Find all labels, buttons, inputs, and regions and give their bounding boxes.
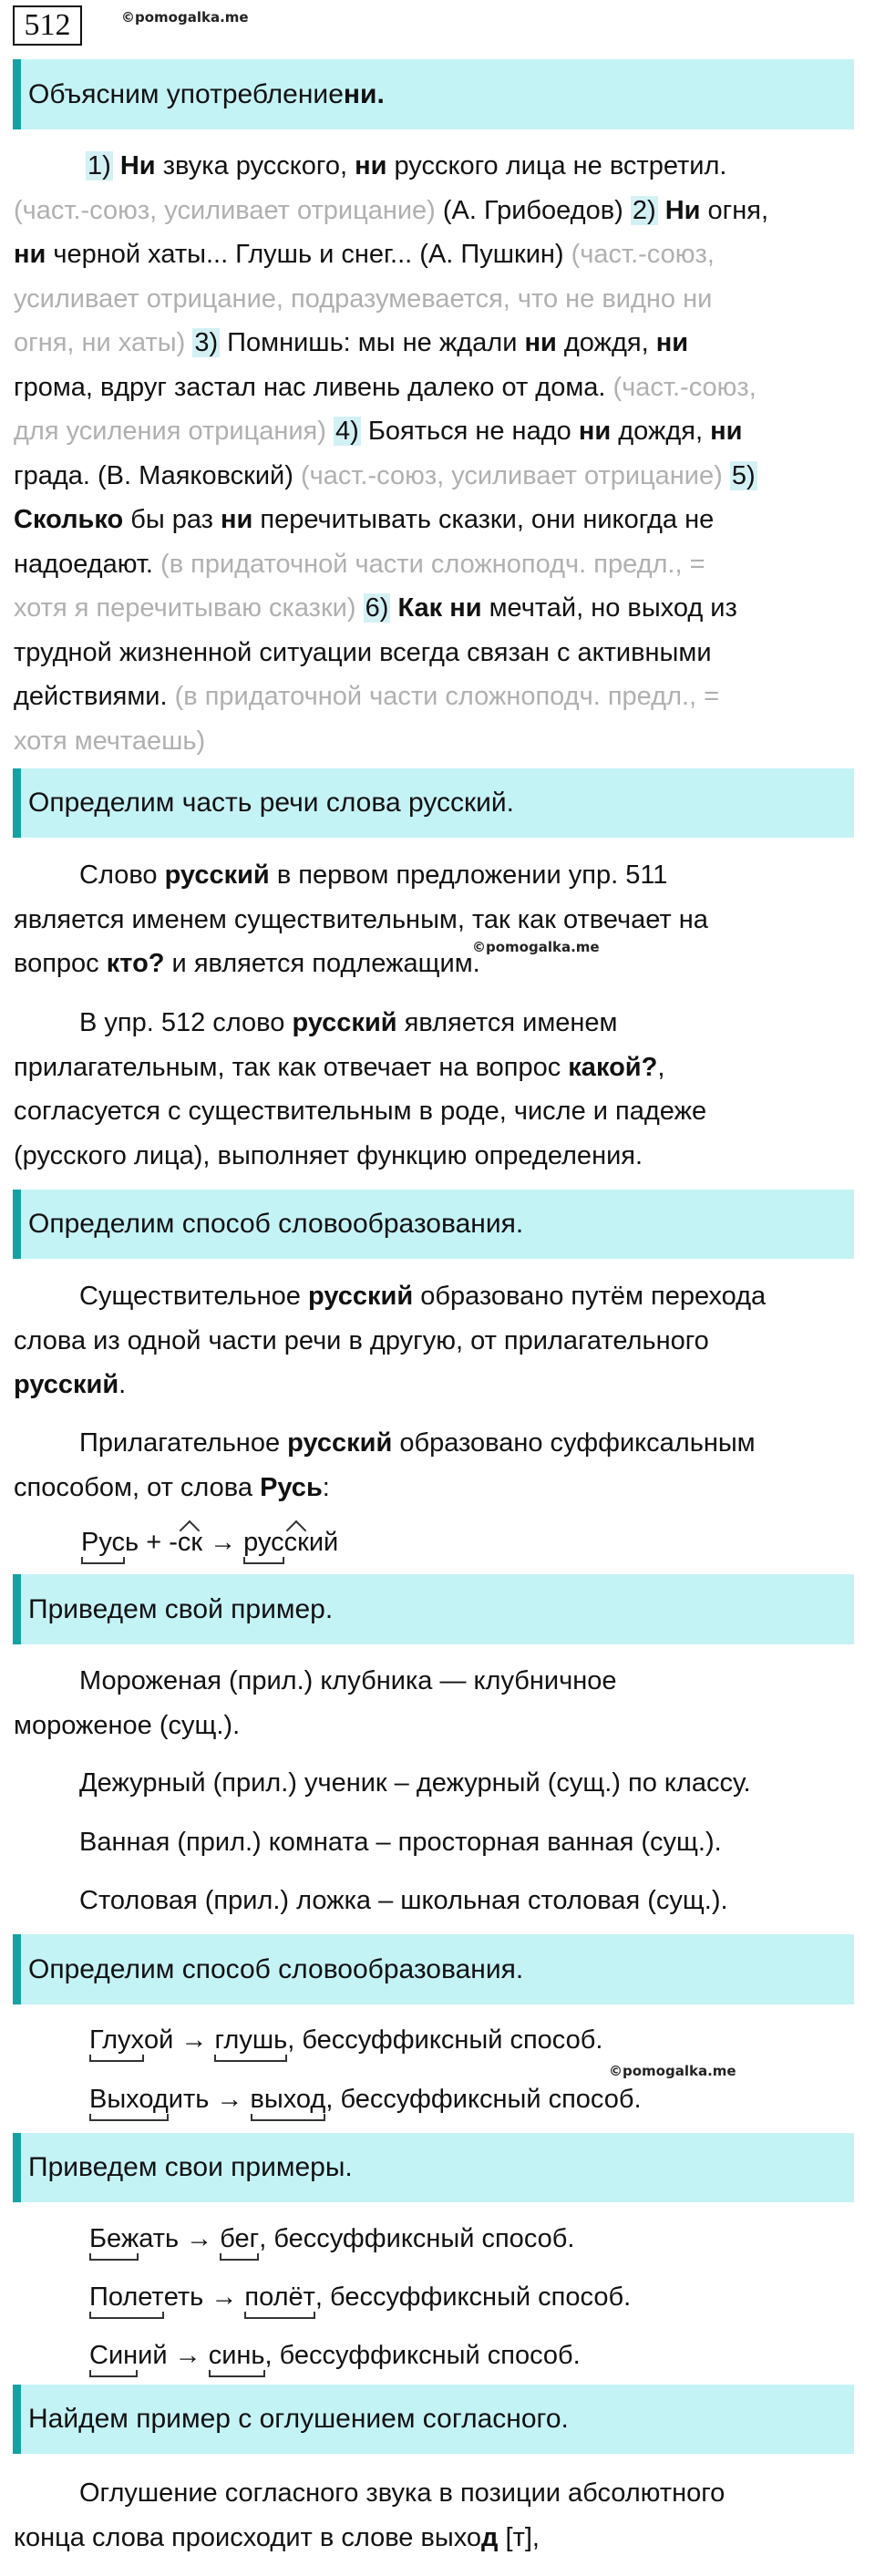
root-morpheme: Глух — [89, 2025, 144, 2055]
text: Слово — [79, 860, 165, 890]
word-formation-example — [14, 2334, 866, 2378]
paragraph — [14, 1274, 866, 1407]
text: перечитывать сказки, они никогда не — [252, 505, 715, 534]
bold-text: ни — [221, 505, 253, 534]
text-line — [14, 631, 866, 675]
item-number: 3) — [194, 328, 219, 357]
text: : — [322, 1472, 330, 1502]
text: , — [657, 1052, 665, 1082]
text: действиями. — [14, 682, 175, 711]
text: мороженое (сущ.). — [14, 1710, 241, 1740]
text: ой → — [144, 2025, 215, 2055]
word-formation-scheme — [14, 1520, 866, 1565]
text: , бессуффиксный способ. — [259, 2224, 575, 2253]
text: В упр. 512 слово — [79, 1008, 293, 1037]
root-morpheme: Полет — [89, 2282, 164, 2312]
word-formation-example — [14, 2077, 866, 2122]
text: Существительное — [79, 1282, 308, 1311]
item-number: 1) — [88, 151, 111, 180]
text-line — [14, 1274, 866, 1319]
text: прилагательным, так как отвечает на вопрос — [14, 1052, 569, 1082]
text-line — [14, 277, 866, 322]
text: русского лица не встретил. — [386, 151, 727, 180]
text-line — [14, 454, 866, 499]
text: Помнишь: мы не ждали — [220, 328, 525, 357]
text: слова из одной части речи в другую, от прилагательного — [14, 1325, 709, 1355]
example — [14, 1761, 866, 1806]
word-formation-example — [14, 2217, 866, 2262]
text: (А. Грибоедов) — [435, 195, 631, 225]
text-line — [14, 321, 866, 366]
text-line — [14, 853, 866, 898]
text: звука русского, — [155, 151, 355, 180]
example — [14, 1879, 866, 1923]
text-line — [14, 409, 866, 454]
text: , бессуффиксный способ. — [264, 2341, 581, 2370]
header-text: Приведем свой пример. — [28, 1593, 334, 1624]
section-header — [13, 1190, 854, 1259]
word-formation-example — [14, 2275, 866, 2320]
header-text: Определим часть речи слова русский. — [28, 788, 514, 818]
text — [723, 461, 730, 490]
text: вопрос — [14, 949, 107, 978]
grey-note: хотя мечтаешь) — [14, 726, 206, 756]
grey-note: усиливает отрицание, подразумевается, что не видно ни — [14, 283, 713, 314]
text-line — [14, 2516, 866, 2561]
text-line — [14, 498, 866, 542]
grey-note: (част.-союз, — [612, 372, 757, 402]
text: и является подлежащим. — [164, 949, 480, 978]
section-header — [13, 1934, 854, 2004]
text: , бессуффиксный способ. — [287, 2025, 603, 2055]
text: , бессуффиксный способ. — [325, 2085, 642, 2114]
bold-text: русский — [14, 1370, 119, 1399]
bold-text: Сколько — [14, 505, 124, 534]
text: надоедают. — [14, 549, 161, 579]
text: черной хаты... Глушь и снег... (А. Пушкин) — [46, 240, 571, 269]
grey-note: для усиления отрицания) — [14, 417, 326, 446]
text: еть → — [163, 2282, 245, 2312]
text-line — [14, 1363, 866, 1407]
root-morpheme: бег — [220, 2224, 260, 2253]
text-line — [14, 1879, 866, 1923]
text — [326, 417, 334, 446]
text-line — [14, 898, 866, 943]
text-line — [14, 2077, 866, 2122]
text: в первом предложении упр. 511 — [269, 860, 668, 890]
watermark: ©pomogalka.me — [121, 9, 249, 26]
watermark: ©pomogalka.me — [472, 939, 600, 955]
example — [14, 1820, 866, 1865]
root-morpheme: Син — [89, 2341, 139, 2370]
paragraph — [14, 2471, 866, 2560]
text: ий → — [138, 2341, 209, 2370]
root-morpheme: Беж — [89, 2224, 139, 2253]
item-number: 2) — [632, 195, 656, 225]
text: Оглушение согласного звука в позиции абсолютного — [79, 2478, 726, 2508]
bold-text: ни — [355, 151, 387, 180]
section-header — [13, 2385, 854, 2454]
bold-text: русский — [292, 1008, 397, 1037]
root-morpheme: Выход — [89, 2085, 169, 2114]
header-text: Определим способ словообразования. — [28, 1209, 524, 1239]
text: дождя, — [611, 417, 711, 446]
text: является именем — [396, 1008, 618, 1037]
text-line — [14, 1659, 866, 1704]
root-morpheme: выход — [250, 2085, 326, 2114]
text: способом, от слова — [14, 1472, 261, 1502]
grey-note: (част.-союз, усиливает отрицание) — [14, 195, 436, 225]
word-formation-example — [14, 2018, 866, 2063]
text-line — [14, 189, 866, 233]
text-line — [14, 586, 866, 631]
text — [113, 151, 120, 180]
root-morpheme: глушь — [214, 2025, 288, 2055]
text-line — [14, 675, 866, 719]
section-header — [13, 768, 854, 838]
text: образовано путём перехода — [413, 1282, 767, 1311]
text-line — [14, 1134, 866, 1179]
grey-note: (в придаточной части сложноподч. предл., = — [160, 549, 705, 579]
section-header — [13, 2133, 854, 2202]
grey-note: (в придаточной части сложноподч. предл., = — [174, 682, 720, 711]
text-line — [14, 1704, 866, 1748]
text: образовано суффиксальным — [392, 1428, 756, 1458]
suffix-morpheme: ск — [177, 1528, 203, 1557]
item-number: 4) — [335, 417, 359, 446]
bold-text: русский — [287, 1428, 393, 1458]
header-text: Приведем свои примеры. — [28, 2152, 353, 2182]
bold-text: какой? — [568, 1052, 658, 1082]
text: (русского лица), выполняет функцию определения. — [14, 1140, 643, 1170]
text-line — [14, 2217, 866, 2262]
text: дождя, — [556, 328, 656, 357]
suffix-morpheme: ск — [283, 1528, 309, 1557]
bold-text: ни — [578, 417, 612, 446]
root-morpheme: полёт — [244, 2282, 315, 2312]
section-header — [13, 59, 854, 129]
root-morpheme: рус — [243, 1528, 284, 1557]
text-line — [14, 1089, 866, 1134]
text: Ванная (прил.) комната – просторная ванная (сущ.). — [79, 1828, 722, 1857]
text: ить → — [168, 2085, 251, 2114]
text-line — [14, 542, 866, 587]
grey-note: (част.-союз, усиливает отрицание) — [300, 460, 723, 490]
text: Столовая (прил.) ложка – школьная столовая (сущ.). — [79, 1886, 728, 1915]
text: трудной жизненной ситуации всегда связан с активными — [14, 637, 712, 667]
text-line — [14, 1001, 866, 1046]
bold-text: Ни — [119, 151, 156, 180]
paragraph — [14, 1001, 866, 1178]
text: ь + - — [125, 1528, 178, 1557]
text-line — [14, 2275, 866, 2320]
item-number: 5) — [731, 460, 756, 490]
text: является именем существительным, так как отвечает на — [14, 904, 708, 934]
header-bold-text: ни. — [343, 78, 385, 109]
text: Прилагательное — [79, 1428, 288, 1458]
text: Дежурный (прил.) ученик – дежурный (сущ.) по классу. — [79, 1768, 751, 1798]
text-line — [14, 1820, 866, 1865]
text-line — [14, 719, 866, 764]
exercise-number: 512 — [13, 5, 82, 46]
text-line — [14, 1046, 866, 1090]
grey-note: огня, ни хаты) — [14, 328, 186, 357]
grey-note: хотя я перечитываю сказки) — [14, 593, 356, 623]
text: согласуется с существительным в роде, числе и падеже — [14, 1097, 707, 1126]
text: мечтай, но выход из — [481, 593, 737, 623]
bold-text: Как ни — [397, 593, 482, 623]
text: бы раз — [123, 505, 221, 534]
text: ий — [308, 1528, 339, 1557]
text — [356, 593, 364, 623]
bold-text: ни — [710, 417, 743, 446]
paragraph — [14, 853, 866, 986]
text-line — [14, 2471, 866, 2516]
bold-text: русский — [307, 1282, 414, 1311]
header-text: Определим способ словообразования. — [28, 1953, 524, 1984]
text — [658, 196, 665, 225]
text: града. (В. Маяковский) — [14, 460, 301, 490]
text: → — [202, 1528, 244, 1557]
text-line — [14, 2334, 866, 2378]
bold-text: ни — [524, 328, 557, 357]
bold-text: ни — [14, 240, 46, 269]
text: Бояться не надо — [360, 417, 579, 446]
text-line — [14, 1520, 866, 1565]
paragraph-ni-usage — [14, 144, 866, 763]
text-line — [14, 232, 866, 277]
bold-text: ни — [655, 328, 689, 357]
text: , бессуффиксный способ. — [314, 2282, 632, 2312]
example — [14, 1659, 866, 1747]
text-line — [14, 144, 866, 189]
root-morpheme: Рус — [81, 1528, 126, 1557]
text-line — [14, 1421, 866, 1466]
text: ать → — [139, 2224, 221, 2253]
text-line — [14, 2018, 866, 2063]
text: огня, — [700, 195, 769, 225]
bold-text: русский — [164, 860, 270, 890]
header-text: Объясним употребление — [28, 78, 344, 109]
bold-text: Русь — [260, 1472, 323, 1502]
section-header — [13, 1574, 854, 1644]
root-morpheme: синь — [208, 2341, 265, 2370]
text: Мороженая (прил.) клубника — клубничное — [79, 1666, 617, 1695]
bold-text: д — [481, 2522, 499, 2552]
paragraph — [14, 1421, 866, 1510]
text-line — [14, 942, 866, 986]
text: . — [118, 1370, 127, 1399]
text: конца слова происходит в слове выхо — [14, 2522, 482, 2552]
watermark: ©pomogalka.me — [609, 2063, 736, 2079]
item-number: 6) — [365, 593, 389, 623]
text-line — [14, 366, 866, 410]
header-text: Найдем пример с оглушением согласного. — [28, 2404, 569, 2434]
text-line — [14, 1319, 866, 1364]
text-line — [14, 1466, 866, 1510]
text: грома, вдруг застал нас ливень далеко от дома. — [14, 372, 613, 402]
text-line — [14, 1761, 866, 1806]
grey-note: (част.-союз, — [571, 240, 715, 269]
text: [т], — [498, 2522, 540, 2552]
bold-text: кто? — [106, 949, 165, 978]
bold-text: Ни — [664, 195, 701, 225]
